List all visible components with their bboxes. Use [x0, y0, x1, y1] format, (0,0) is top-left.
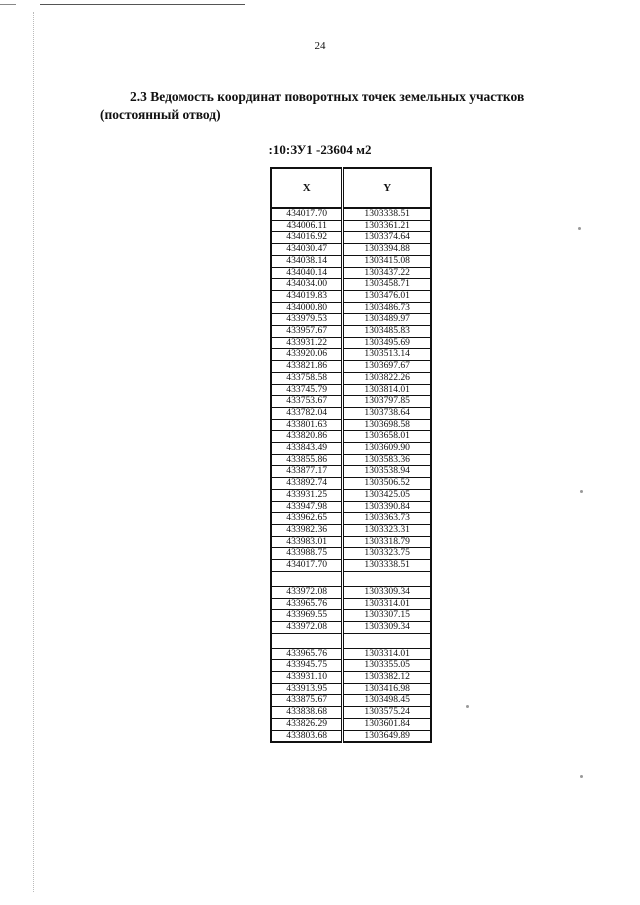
y-cell: 1303506.52 [343, 478, 431, 490]
x-cell: 433969.55 [271, 610, 343, 622]
y-cell: 1303485.83 [343, 326, 431, 338]
y-cell: 1303486.73 [343, 302, 431, 314]
scan-speck [578, 227, 581, 230]
table-row [271, 384, 431, 396]
table-row [271, 478, 431, 490]
table-row [271, 707, 431, 719]
table-separator-row [271, 633, 431, 648]
table-row [271, 610, 431, 622]
table-row [271, 598, 431, 610]
y-cell: 1303513.14 [343, 349, 431, 361]
table-row [271, 290, 431, 302]
x-cell: 433965.76 [271, 598, 343, 610]
y-cell: 1303390.84 [343, 501, 431, 513]
x-cell: 433983.01 [271, 536, 343, 548]
table-row [271, 560, 431, 572]
table-row [271, 326, 431, 338]
x-cell: 433972.08 [271, 621, 343, 633]
scan-artifact-line [40, 4, 245, 5]
table-row [271, 454, 431, 466]
y-cell: 1303314.01 [343, 648, 431, 660]
table-row [271, 695, 431, 707]
y-cell: 1303822.26 [343, 372, 431, 384]
x-cell: 433820.86 [271, 431, 343, 443]
page-number: 24 [314, 40, 326, 52]
table-row [271, 302, 431, 314]
table-row [271, 648, 431, 660]
x-cell: 433892.74 [271, 478, 343, 490]
y-cell: 1303583.36 [343, 454, 431, 466]
x-cell: 434017.70 [271, 208, 343, 220]
scan-speck [580, 775, 583, 778]
y-cell: 1303601.84 [343, 718, 431, 730]
y-cell: 1303382.12 [343, 672, 431, 684]
x-cell: 433982.36 [271, 524, 343, 536]
section-heading-line2: (постоянный отвод) [100, 107, 221, 122]
table-row [271, 361, 431, 373]
x-cell: 433947.98 [271, 501, 343, 513]
x-cell: 433843.49 [271, 443, 343, 455]
y-cell: 1303415.08 [343, 255, 431, 267]
section-heading-line1: 2.3 Ведомость координат поворотных точек земельных участков [130, 89, 525, 104]
y-cell: 1303649.89 [343, 730, 431, 742]
table-row [271, 672, 431, 684]
table-row [271, 621, 431, 633]
x-cell: 434019.83 [271, 290, 343, 302]
y-cell: 1303416.98 [343, 683, 431, 695]
x-cell: 433931.10 [271, 672, 343, 684]
y-cell: 1303361.21 [343, 220, 431, 232]
y-cell: 1303738.64 [343, 407, 431, 419]
y-cell: 1303394.88 [343, 244, 431, 256]
x-cell: 434034.00 [271, 279, 343, 291]
y-cell: 1303489.97 [343, 314, 431, 326]
x-cell: 433957.67 [271, 326, 343, 338]
table-row [271, 501, 431, 513]
table-row [271, 396, 431, 408]
x-cell: 434016.92 [271, 232, 343, 244]
y-cell: 1303698.58 [343, 419, 431, 431]
y-cell: 1303814.01 [343, 384, 431, 396]
scan-speck [580, 490, 583, 493]
y-cell: 1303323.31 [343, 524, 431, 536]
x-cell: 433920.06 [271, 349, 343, 361]
x-cell: 433931.22 [271, 337, 343, 349]
coordinates-table [270, 167, 432, 743]
x-cell: 433745.79 [271, 384, 343, 396]
x-cell: 434017.70 [271, 560, 343, 572]
x-cell: 434006.11 [271, 220, 343, 232]
table-body [271, 208, 431, 742]
y-cell: 1303323.75 [343, 548, 431, 560]
y-cell: 1303697.67 [343, 361, 431, 373]
scan-speck [466, 705, 469, 708]
y-cell: 1303495.69 [343, 337, 431, 349]
table-separator-row [271, 571, 431, 586]
scan-artifact-mark [0, 4, 16, 5]
table-row [271, 337, 431, 349]
x-cell: 433801.63 [271, 419, 343, 431]
table-row [271, 208, 431, 220]
y-cell: 1303437.22 [343, 267, 431, 279]
table-row [271, 660, 431, 672]
table-row [271, 524, 431, 536]
table-row [271, 255, 431, 267]
table-row [271, 489, 431, 501]
column-header-y: Y [343, 168, 431, 208]
y-cell: 1303458.71 [343, 279, 431, 291]
x-cell: 433988.75 [271, 548, 343, 560]
table-row [271, 683, 431, 695]
y-cell: 1303374.64 [343, 232, 431, 244]
y-cell: 1303314.01 [343, 598, 431, 610]
x-cell: 434000.80 [271, 302, 343, 314]
x-cell: 433877.17 [271, 466, 343, 478]
x-cell: 433875.67 [271, 695, 343, 707]
y-cell: 1303338.51 [343, 560, 431, 572]
x-cell: 434040.14 [271, 267, 343, 279]
x-cell: 433758.58 [271, 372, 343, 384]
y-cell: 1303575.24 [343, 707, 431, 719]
table-header-row [271, 168, 431, 208]
x-cell: 433826.29 [271, 718, 343, 730]
table-row [271, 548, 431, 560]
y-cell: 1303363.73 [343, 513, 431, 525]
x-cell: 433972.08 [271, 586, 343, 598]
column-header-x: X [271, 168, 343, 208]
y-cell: 1303658.01 [343, 431, 431, 443]
y-cell: 1303538.94 [343, 466, 431, 478]
table-row [271, 220, 431, 232]
table-row [271, 244, 431, 256]
table-row [271, 419, 431, 431]
x-cell: 433931.25 [271, 489, 343, 501]
table-row [271, 730, 431, 742]
x-cell: 433913.95 [271, 683, 343, 695]
empty-cell [271, 571, 343, 586]
table-row [271, 407, 431, 419]
x-cell: 433821.86 [271, 361, 343, 373]
section-heading [100, 88, 580, 124]
y-cell: 1303318.79 [343, 536, 431, 548]
table-row [271, 232, 431, 244]
y-cell: 1303498.45 [343, 695, 431, 707]
x-cell: 434038.14 [271, 255, 343, 267]
y-cell: 1303609.90 [343, 443, 431, 455]
y-cell: 1303309.34 [343, 586, 431, 598]
plot-title: :10:ЗУ1 -23604 м2 [268, 142, 372, 157]
y-cell: 1303476.01 [343, 290, 431, 302]
table-row [271, 349, 431, 361]
x-cell: 433979.53 [271, 314, 343, 326]
y-cell: 1303338.51 [343, 208, 431, 220]
table-row [271, 267, 431, 279]
table-row [271, 536, 431, 548]
x-cell: 433803.68 [271, 730, 343, 742]
y-cell: 1303307.15 [343, 610, 431, 622]
x-cell: 433855.86 [271, 454, 343, 466]
x-cell: 433945.75 [271, 660, 343, 672]
empty-cell [271, 633, 343, 648]
table-row [271, 513, 431, 525]
table-row [271, 466, 431, 478]
table-row [271, 718, 431, 730]
y-cell: 1303797.85 [343, 396, 431, 408]
y-cell: 1303355.05 [343, 660, 431, 672]
x-cell: 434030.47 [271, 244, 343, 256]
y-cell: 1303425.05 [343, 489, 431, 501]
x-cell: 433965.76 [271, 648, 343, 660]
table-row [271, 314, 431, 326]
table-row [271, 443, 431, 455]
x-cell: 433753.67 [271, 396, 343, 408]
empty-cell [343, 633, 431, 648]
table-row [271, 431, 431, 443]
x-cell: 433838.68 [271, 707, 343, 719]
empty-cell [343, 571, 431, 586]
y-cell: 1303309.34 [343, 621, 431, 633]
table-row [271, 279, 431, 291]
table-row [271, 372, 431, 384]
table-row [271, 586, 431, 598]
x-cell: 433962.65 [271, 513, 343, 525]
x-cell: 433782.04 [271, 407, 343, 419]
